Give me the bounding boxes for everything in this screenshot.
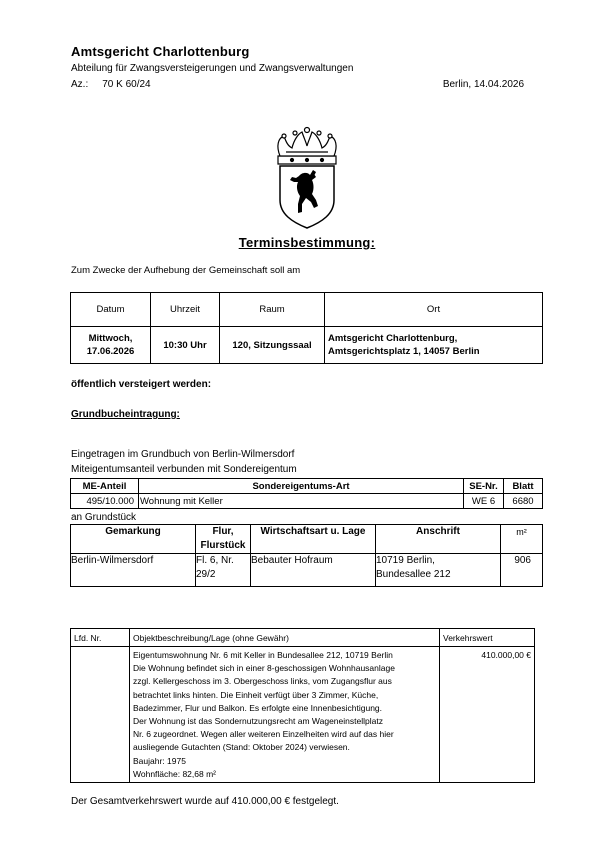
plot-address-line-2: Bundesallee 212 bbox=[376, 569, 451, 580]
header-sheet: Blatt bbox=[504, 479, 543, 494]
appointment-time: 10:30 Uhr bbox=[151, 327, 220, 364]
total-value-statement: Der Gesamtverkehrswert wurde auf 410.000,00 € festgelegt. bbox=[71, 796, 339, 807]
description-line: Wohnfläche: 82,68 m² bbox=[133, 768, 216, 779]
plot-parcel-line-2: 29/2 bbox=[196, 569, 216, 580]
appointment-table bbox=[70, 292, 543, 364]
appointment-date bbox=[71, 327, 151, 364]
register-line-2: Miteigentumsanteil verbunden mit Sondereigentum bbox=[71, 464, 297, 475]
description-line: Eigentumswohnung Nr. 6 mit Keller in Bundesallee 212, 10719 Berlin bbox=[133, 650, 393, 660]
description-text bbox=[130, 647, 440, 783]
header-area: m² bbox=[501, 525, 543, 554]
plot-usage: Bebauter Hofraum bbox=[251, 554, 376, 587]
place-date: Berlin, 14.04.2026 bbox=[442, 79, 524, 90]
plot-parcel-line-1: Fl. 6, Nr. bbox=[196, 555, 234, 566]
description-line: zzgl. Kellergeschoss im 3. Obergeschoss links, vom Zugangsflur aus bbox=[133, 676, 392, 687]
plot-parcel bbox=[196, 554, 251, 587]
ownership-share: 495/10.000 bbox=[71, 494, 139, 509]
appointment-header-row bbox=[71, 293, 543, 327]
plot-district: Berlin-Wilmersdorf bbox=[71, 554, 196, 587]
plot-area: 906 bbox=[501, 554, 543, 587]
berlin-bear-crest-icon bbox=[272, 126, 342, 230]
header-date: Datum bbox=[71, 293, 151, 327]
header-value: Verkehrswert bbox=[440, 629, 535, 647]
plot-row bbox=[71, 554, 543, 587]
header-location: Ort bbox=[325, 293, 543, 327]
appointment-room: 120, Sitzungssaal bbox=[220, 327, 325, 364]
ownership-table bbox=[70, 478, 543, 509]
appointment-date-value: 17.06.2026 bbox=[86, 346, 135, 357]
header-parcel-line-2: Flurstück bbox=[200, 540, 246, 551]
case-number-label: Az.: bbox=[71, 79, 89, 90]
description-number bbox=[71, 647, 130, 783]
description-line: Nr. 6 zugeordnet. Wegen aller weiteren Einzelheiten wird auf das hier bbox=[133, 729, 394, 740]
header-address: Anschrift bbox=[376, 525, 501, 554]
description-line: Die Wohnung befindet sich in einer 8-geschossigen Wohnhausanlage bbox=[133, 663, 395, 674]
court-name: Amtsgericht Charlottenburg bbox=[71, 44, 250, 59]
ownership-type: Wohnung mit Keller bbox=[139, 494, 464, 509]
page-title: Terminsbestimmung: bbox=[238, 235, 376, 250]
header-district: Gemarkung bbox=[71, 525, 196, 554]
plot-table bbox=[70, 524, 543, 587]
appointment-location bbox=[325, 327, 543, 364]
header-parcel-line-1: Flur, bbox=[212, 526, 234, 537]
case-number-value: 70 K 60/24 bbox=[102, 79, 151, 90]
land-register-heading: Grundbucheintragung: bbox=[71, 409, 180, 420]
header-parcel bbox=[196, 525, 251, 554]
description-table bbox=[70, 628, 535, 783]
ownership-row bbox=[71, 494, 543, 509]
register-line-1: Eingetragen im Grundbuch von Berlin-Wilmersdorf bbox=[71, 449, 295, 460]
description-line: Baujahr: 1975 bbox=[133, 755, 186, 766]
auction-statement: öffentlich versteigert werden: bbox=[71, 379, 212, 390]
header-number: Lfd. Nr. bbox=[71, 629, 130, 647]
description-row bbox=[71, 647, 535, 783]
location-line-2: Amtsgerichtsplatz 1, 14057 Berlin bbox=[328, 346, 480, 357]
header-room: Raum bbox=[220, 293, 325, 327]
header-usage: Wirtschaftsart u. Lage bbox=[251, 525, 376, 554]
description-line: Der Wohnung ist das Sondernutzungsrecht am Wageneinstellplatz bbox=[133, 716, 383, 727]
ownership-se-nr: WE 6 bbox=[464, 494, 504, 509]
intro-text: Zum Zwecke der Aufhebung der Gemeinschaft soll am bbox=[71, 265, 301, 276]
header-description: Objektbeschreibung/Lage (ohne Gewähr) bbox=[130, 629, 440, 647]
appointment-row bbox=[71, 327, 543, 364]
plot-label: an Grundstück bbox=[71, 512, 137, 523]
plot-header-row bbox=[71, 525, 543, 554]
ownership-header-row bbox=[71, 479, 543, 494]
header-share: ME-Anteil bbox=[71, 479, 139, 494]
header-time: Uhrzeit bbox=[151, 293, 220, 327]
location-line-1: Amtsgericht Charlottenburg, bbox=[328, 333, 458, 344]
ownership-sheet: 6680 bbox=[504, 494, 543, 509]
description-value: 410.000,00 € bbox=[440, 647, 535, 783]
description-line: ausliegende Gutachten (Stand: Oktober 2024) verwiesen. bbox=[133, 742, 350, 753]
description-line: Badezimmer, Flur und Balkon. Es erfolgte eine Innenbesichtigung. bbox=[133, 702, 383, 713]
appointment-weekday: Mittwoch, bbox=[88, 333, 133, 344]
header-se-nr: SE-Nr. bbox=[464, 479, 504, 494]
description-line: betrachtet links hinten. Die Einheit verfügt über 3 Zimmer, Küche, bbox=[133, 689, 379, 700]
plot-address bbox=[376, 554, 501, 587]
header-type: Sondereigentums-Art bbox=[139, 479, 464, 494]
department-name: Abteilung für Zwangsversteigerungen und Zwangsverwaltungen bbox=[71, 63, 354, 74]
description-header-row bbox=[71, 629, 535, 647]
plot-address-line-1: 10719 Berlin, bbox=[376, 555, 435, 566]
case-number bbox=[71, 79, 151, 90]
